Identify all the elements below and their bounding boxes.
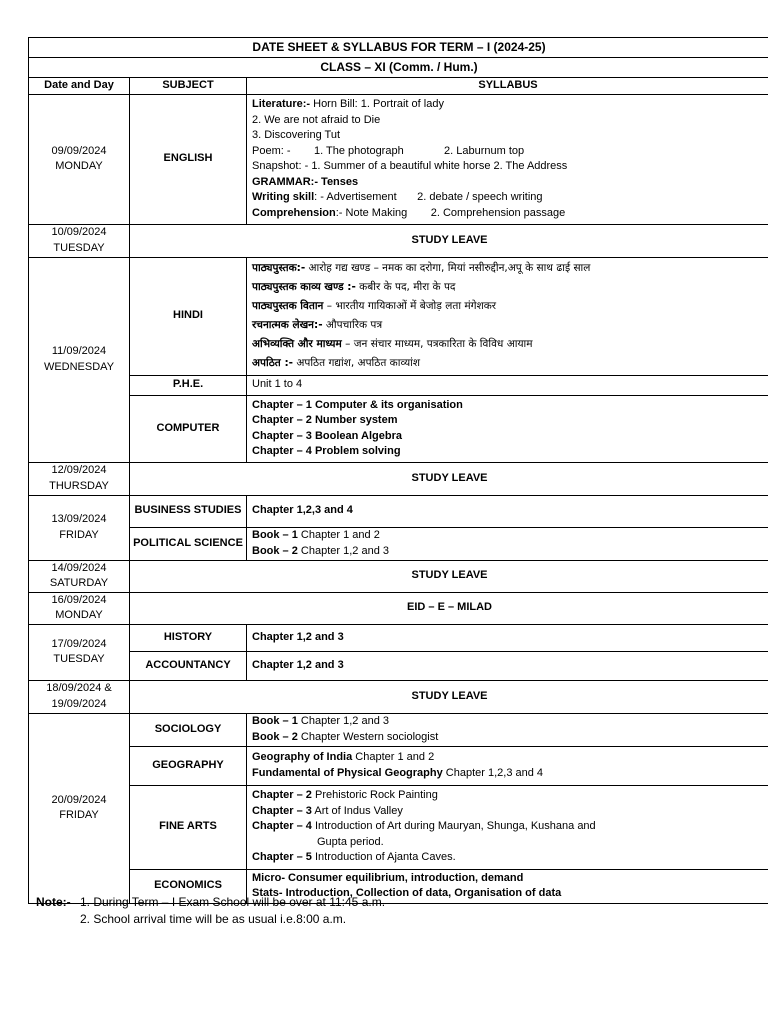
date-cell: 20/09/2024 FRIDAY <box>29 713 130 903</box>
syllabus-political-science: Book – 1 Chapter 1 and 2 Book – 2 Chapter 1,2 and 3 <box>247 527 768 560</box>
study-leave: STUDY LEAVE <box>130 560 768 592</box>
subject-english: ENGLISH <box>130 94 247 224</box>
syllabus-computer: Chapter – 1 Computer & its organisation Chapter – 2 Number system Chapter – 3 Boolean Algebra Chapter – 4 Problem solving <box>247 395 768 462</box>
note-label: Note:- <box>36 895 71 909</box>
date-cell: 16/09/2024 MONDAY <box>29 592 130 624</box>
syllabus-sociology: Book – 1 Chapter 1,2 and 3 Book – 2 Chapter Western sociologist <box>247 713 768 746</box>
syllabus-accountancy: Chapter 1,2 and 3 <box>247 651 768 680</box>
study-leave: STUDY LEAVE <box>130 680 768 713</box>
table-row <box>29 713 768 746</box>
date-cell: 12/09/2024 THURSDAY <box>29 462 130 495</box>
title-row <box>29 38 768 58</box>
study-leave: STUDY LEAVE <box>130 462 768 495</box>
table-row <box>29 94 768 224</box>
subject-hindi: HINDI <box>130 257 247 375</box>
syllabus-english: Literature:- Horn Bill: 1. Portrait of lady 2. We are not afraid to Die 3. Discovering Tut Poem: - 1. The photograph 2. Laburnum top Snapshot: - 1. Summer of a beautiful white horse 2. The Address GRAMMAR:- Tenses Writing skill: - Advertisement 2. debate / speech writing Comprehension:- Note Making 2. Comprehension passage <box>247 94 768 224</box>
syllabus-business-studies: Chapter 1,2,3 and 4 <box>247 495 768 527</box>
syllabus-fine-arts: Chapter – 2 Prehistoric Rock Painting Chapter – 3 Art of Indus Valley Chapter – 4 Introduction of Art during Mauryan, Shunga, Kushana and Gupta period. Chapter – 5 Introduction of Ajanta Caves. <box>247 785 768 869</box>
table-row <box>29 592 768 624</box>
subject-computer: COMPUTER <box>130 395 247 462</box>
note-line-2: 2. School arrival time will be as usual i.e.8:00 a.m. <box>80 912 347 926</box>
subject-phe: P.H.E. <box>130 375 247 395</box>
syllabus-hindi: पाठ्यपुस्तक:- आरोह गद्य खण्ड – नमक का दरोगा, मियां नसीरुद्दीन,अपू के साथ ढाई साल पाठ्यपुस्तक काव्य खण्ड :- कबीर के पद, मीरा के पद पाठ्यपुस्तक वितान – भारतीय गायिकाओं में बेजोड़ लता मंगेशकर रचनात्मक लेखन:- औपचारिक पत्र अभिव्यक्ति और माध्यम – जन संचार माध्यम, पत्रकारिता के विविध आयाम अपठित :- अपठित गद्यांश, अपठित काव्यांश <box>247 257 768 375</box>
table-row <box>29 527 768 560</box>
subject-history: HISTORY <box>130 624 247 651</box>
sheet-title: DATE SHEET & SYLLABUS FOR TERM – I (2024-25) <box>29 38 768 58</box>
date-cell: 13/09/2024 FRIDAY <box>29 495 130 560</box>
column-header-syllabus: SYLLABUS <box>247 78 768 95</box>
holiday-eid: EID – E – MILAD <box>130 592 768 624</box>
date-cell <box>29 94 130 224</box>
note-line-1: Note:- 1. During Term – I Exam School will be over at 11:45 a.m. <box>36 895 386 909</box>
date-cell: 14/09/2024 SATURDAY <box>29 560 130 592</box>
syllabus-geography: Geography of India Chapter 1 and 2 Fundamental of Physical Geography Chapter 1,2,3 and 4 <box>247 746 768 785</box>
subject-accountancy: ACCOUNTANCY <box>130 651 247 680</box>
date-cell: 11/09/2024 WEDNESDAY <box>29 257 130 462</box>
table-row <box>29 680 768 713</box>
subject-fine-arts: FINE ARTS <box>130 785 247 869</box>
class-title: CLASS – XI (Comm. / Hum.) <box>29 58 768 78</box>
table-row <box>29 624 768 651</box>
table-row <box>29 560 768 592</box>
subject-economics: ECONOMICS <box>130 869 247 903</box>
column-header-row <box>29 78 768 95</box>
date-cell: 17/09/2024 TUESDAY <box>29 624 130 680</box>
syllabus-history: Chapter 1,2 and 3 <box>247 624 768 651</box>
date-sheet <box>28 37 768 904</box>
date-text: 09/09/2024 <box>51 144 107 157</box>
date-cell: 18/09/2024 & 19/09/2024 <box>29 680 130 713</box>
table-row <box>29 375 768 395</box>
date-sheet-table <box>28 37 768 904</box>
table-row <box>29 651 768 680</box>
subject-sociology: SOCIOLOGY <box>130 713 247 746</box>
table-row <box>29 395 768 462</box>
date-cell: 10/09/2024 TUESDAY <box>29 224 130 257</box>
table-row <box>29 257 768 375</box>
class-row <box>29 58 768 78</box>
study-leave: STUDY LEAVE <box>130 224 768 257</box>
column-header-subject: SUBJECT <box>130 78 247 95</box>
table-row <box>29 785 768 869</box>
table-row <box>29 495 768 527</box>
column-header-date: Date and Day <box>29 78 130 95</box>
subject-geography: GEOGRAPHY <box>130 746 247 785</box>
syllabus-economics: Micro- Consumer equilibrium, introduction, demand Stats- Introduction, Collection of data, Organisation of data <box>247 869 768 903</box>
notes <box>36 894 385 928</box>
table-row <box>29 224 768 257</box>
table-row <box>29 746 768 785</box>
subject-political-science: POLITICAL SCIENCE <box>130 527 247 560</box>
table-row <box>29 462 768 495</box>
syllabus-phe: Unit 1 to 4 <box>247 375 768 395</box>
subject-business-studies: BUSINESS STUDIES <box>130 495 247 527</box>
day-text: MONDAY <box>55 160 103 172</box>
